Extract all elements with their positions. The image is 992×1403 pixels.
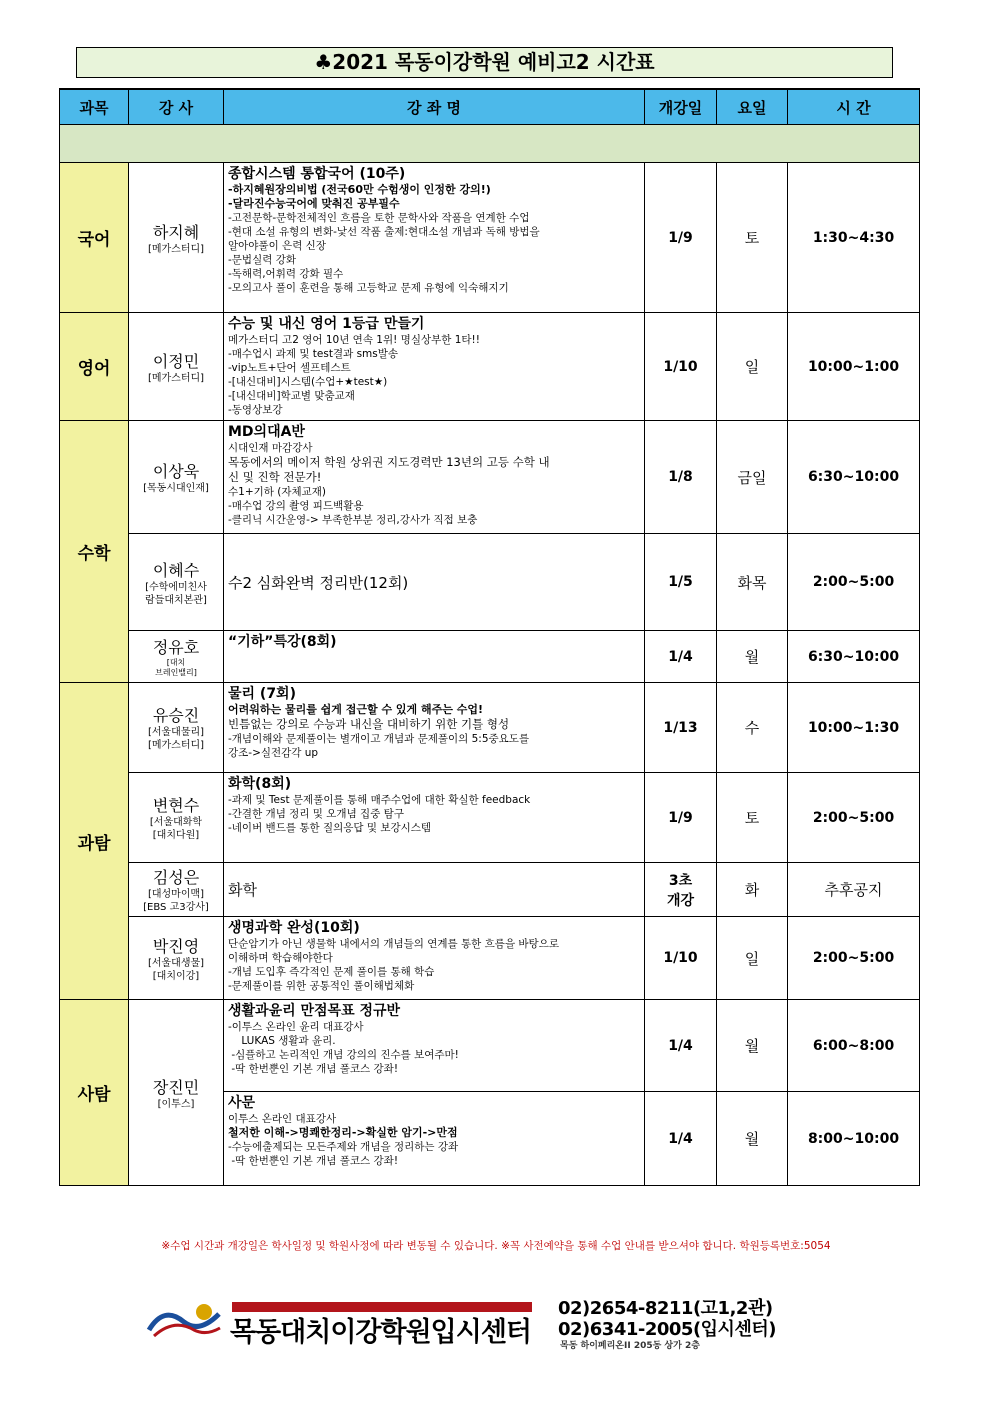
start-date-cell: 1/10 <box>645 313 717 421</box>
schedule-table <box>59 88 920 1186</box>
start-date-cell: 1/4 <box>645 1000 717 1092</box>
header-subject: 과목 <box>60 89 129 125</box>
weekday-cell: 일 <box>717 917 788 1000</box>
subject-cell: 국어 <box>60 163 129 313</box>
start-date-cell: 1/9 <box>645 773 717 863</box>
course-cell <box>224 313 645 421</box>
start-date-cell: 1/5 <box>645 534 717 631</box>
course-cell <box>224 163 645 313</box>
teacher-affiliation: [대치이강] <box>152 970 200 982</box>
start-date-cell: 1/13 <box>645 683 717 773</box>
weekday-cell: 토 <box>717 163 788 313</box>
course-line: 목동에서의 메이저 학원 상위권 지도경력만 13년의 고등 수학 내 <box>228 455 550 469</box>
course-cell <box>224 683 645 773</box>
start-date-cell: 1/10 <box>645 917 717 1000</box>
start-date-line: 3초 <box>668 872 693 889</box>
course-line: -수능에출제되는 모든주제와 개념을 정리하는 강좌 <box>228 1141 459 1153</box>
course-line: -매수업시 과제 및 test결과 sms발송 <box>228 348 399 360</box>
subject-cell: 사탐 <box>60 1000 129 1186</box>
table-row <box>60 863 920 917</box>
spacer-band-row <box>60 125 920 163</box>
teacher-cell <box>129 534 224 631</box>
teacher-name: 정유호 <box>152 638 200 657</box>
teacher-name: 이혜수 <box>152 560 200 580</box>
teacher-name: 유승진 <box>152 706 200 725</box>
table-row <box>60 773 920 863</box>
teacher-affiliation: [서울대물리] <box>147 727 205 738</box>
academy-footer <box>140 1292 820 1352</box>
course-title: 생활과윤리 만점목표 정규반 <box>228 1003 401 1019</box>
course-line: 강조->실전감각 up <box>228 747 319 759</box>
course-line: -현대 소설 유형의 변화-낯선 작품 출제:현대소설 개념과 독해 방법을 <box>228 226 540 238</box>
header-course: 강 좌 명 <box>224 89 645 125</box>
course-line: 철저한 이해->명쾌한정리->확실한 암기->만점 <box>228 1126 458 1139</box>
course-line: LUKAS 생활과 윤리. <box>228 1035 336 1047</box>
teacher-affiliation: [메가스터디] <box>147 243 205 255</box>
time-cell: 6:00~8:00 <box>788 1000 920 1092</box>
table-row <box>60 534 920 631</box>
teacher-affiliation: [메가스터디] <box>147 372 205 384</box>
course-cell <box>224 863 645 917</box>
teacher-affiliation: [수학에미친사 <box>145 581 207 593</box>
start-date-cell <box>645 863 717 917</box>
phone-number[interactable]: 02)6341-2005(입시센터) <box>558 1319 776 1340</box>
course-line: 알아야풀이 은력 신장 <box>228 240 326 252</box>
teacher-name: 장진민 <box>152 1077 200 1097</box>
table-row <box>60 163 920 313</box>
teacher-name: 이상욱 <box>152 462 200 481</box>
teacher-affiliation: [이투스] <box>157 1098 195 1110</box>
teacher-cell <box>129 917 224 1000</box>
course-line: -심플하고 논리적인 개념 강의의 진수를 보여주마! <box>228 1049 459 1061</box>
teacher-cell <box>129 163 224 313</box>
table-row <box>60 1000 920 1092</box>
course-line: -vip노트+단어 셀프테스트 <box>228 362 351 374</box>
time-cell: 2:00~5:00 <box>788 917 920 1000</box>
header-day: 요일 <box>717 89 788 125</box>
course-line: 단순암기가 아닌 생물학 내에서의 개념들의 연계를 통한 흐름을 바탕으로 <box>228 938 559 950</box>
weekday-cell: 일 <box>717 313 788 421</box>
start-date-cell: 1/8 <box>645 421 717 534</box>
course-line: -이투스 온라인 윤리 대표강사 <box>228 1021 364 1033</box>
center-name: 목동대치이강학원입시센터 <box>230 1317 531 1348</box>
address: 목동 하이페리온II 205동 상가 2층 <box>560 1341 700 1351</box>
phone-number[interactable]: 02)2654-8211(고1,2관) <box>558 1298 773 1319</box>
course-line: 이투스 온라인 대표강사 <box>228 1113 337 1125</box>
teacher-affiliation: [대치 <box>166 658 186 667</box>
subject-cell: 과탐 <box>60 683 129 1000</box>
time-cell: 2:00~5:00 <box>788 773 920 863</box>
weekday-cell: 금일 <box>717 421 788 534</box>
course-line: 이해하며 학습해야한다 <box>228 952 333 964</box>
course-line: -동영상보강 <box>228 404 283 416</box>
teacher-cell <box>129 773 224 863</box>
course-title: MD의대A반 <box>228 424 305 440</box>
weekday-cell: 화 <box>717 863 788 917</box>
teacher-affiliation: [메가스터디] <box>147 740 205 751</box>
weekday-cell: 월 <box>717 1000 788 1092</box>
course-line: -과제 및 Test 문제풀이를 통해 매주수업에 대한 확실한 feedback <box>228 794 531 806</box>
course-title: 수2 심화완벽 정리반(12회) <box>228 573 409 592</box>
course-title: 화학 <box>228 881 257 899</box>
course-title: 화학(8회) <box>228 776 292 792</box>
course-title: 수능 및 내신 영어 1등급 만들기 <box>228 316 425 332</box>
teacher-affiliation: [서울대화학 <box>149 817 203 828</box>
course-line: -개념이해와 문제풀이는 별개이고 개념과 문제풀이의 5:5중요도를 <box>228 733 530 745</box>
course-line: -클리닉 시간운영-> 부족한부분 정리,강사가 직접 보충 <box>228 514 478 526</box>
course-line: -모의고사 풀이 훈련을 통해 고등학교 문제 유형에 익숙해지기 <box>228 282 509 294</box>
time-cell: 8:00~10:00 <box>788 1092 920 1186</box>
course-line: -[내신대비]학교별 맞춤교재 <box>228 390 355 402</box>
course-cell <box>224 1000 645 1092</box>
time-cell: 추후공지 <box>788 863 920 917</box>
course-line: -딱 한번뿐인 기본 개념 풀코스 강좌! <box>228 1063 399 1075</box>
start-date-cell: 1/4 <box>645 1092 717 1186</box>
start-date-cell: 1/9 <box>645 163 717 313</box>
time-cell: 10:00~1:00 <box>788 313 920 421</box>
weekday-cell: 토 <box>717 773 788 863</box>
table-row <box>60 917 920 1000</box>
teacher-cell <box>129 421 224 534</box>
teacher-affiliation: [목동시대인재] <box>143 483 209 494</box>
course-cell <box>224 1092 645 1186</box>
course-line: 빈틈없는 강의로 수능과 내신을 대비하기 위한 기틀 형성 <box>228 717 510 731</box>
course-line: -독해력,어휘력 강화 필수 <box>228 268 344 280</box>
header-time: 시 간 <box>788 89 920 125</box>
course-line: 어려워하는 물리를 쉽게 접근할 수 있게 해주는 수업! <box>228 703 483 716</box>
course-line: -네이버 밴드를 통한 질의응답 및 보강시스템 <box>228 822 432 834</box>
course-line: 메가스터디 고2 영어 10년 연속 1위! 명실상부한 1타!! <box>228 334 480 346</box>
course-line: -딱 한번뿐인 기본 개념 풀코스 강좌! <box>228 1155 399 1167</box>
course-line: -매수업 강의 촬영 피드백활용 <box>228 500 364 512</box>
course-line: 수1+기하 (자체교재) <box>228 486 327 498</box>
footnote: ※수업 시간과 개강일은 학사일정 및 학원사정에 따라 변동될 수 있습니다. ※꼭 사전예약을 통해 수업 안내를 받으셔야 합니다. 학원등록번호:5054 <box>161 1240 831 1252</box>
course-line: -[내신대비]시스템(수업+★test★) <box>228 376 388 388</box>
teacher-cell <box>129 863 224 917</box>
table-row <box>60 683 920 773</box>
start-date-line: 개강 <box>666 892 695 909</box>
table-row <box>60 631 920 683</box>
course-cell <box>224 631 645 683</box>
teacher-name: 하지혜 <box>152 222 200 242</box>
time-cell: 1:30~4:30 <box>788 163 920 313</box>
header-start: 개강일 <box>645 89 717 125</box>
weekday-cell: 수 <box>717 683 788 773</box>
teacher-affiliation: 람들대치본관] <box>145 594 207 606</box>
course-line: -개념 도입후 즉각적인 문제 풀이를 통해 학습 <box>228 966 435 978</box>
teacher-name: 변현수 <box>152 796 200 815</box>
teacher-cell <box>129 631 224 683</box>
course-title: 물리 (7회) <box>228 686 296 702</box>
course-cell <box>224 534 645 631</box>
course-cell <box>224 917 645 1000</box>
time-cell: 2:00~5:00 <box>788 534 920 631</box>
teacher-name: 박진영 <box>152 936 200 956</box>
subject-cell: 수학 <box>60 421 129 683</box>
subject-cell: 영어 <box>60 313 129 421</box>
time-cell: 10:00~1:30 <box>788 683 920 773</box>
time-cell: 6:30~10:00 <box>788 421 920 534</box>
course-line: 시대인재 마감강사 <box>228 442 313 454</box>
course-title: 사문 <box>228 1095 256 1111</box>
weekday-cell: 화목 <box>717 534 788 631</box>
teacher-affiliation: 브레인밸리] <box>155 668 197 677</box>
course-line: -문법실력 강화 <box>228 254 296 266</box>
page-title: ♣2021 목동이강학원 예비고2 시간표 <box>76 47 893 78</box>
table-row <box>60 313 920 421</box>
course-title: 생명과학 완성(10회) <box>228 920 360 936</box>
teacher-cell <box>129 683 224 773</box>
course-line: -문제풀이를 위한 공통적인 풀이해법체화 <box>228 980 415 992</box>
table-header-row <box>60 89 920 125</box>
teacher-cell <box>129 313 224 421</box>
course-line: -고전문학-문학전체적인 흐름을 토한 문학사와 작품을 연계한 수업 <box>228 212 530 224</box>
course-line: -하지혜원장의비법 (전국60만 수험생이 인정한 강의!) <box>228 183 491 196</box>
teacher-affiliation: [서울대생물] <box>147 957 205 969</box>
course-line: 신 및 진학 전문가! <box>228 470 322 484</box>
course-line: -간결한 개념 정리 및 오개념 집중 탐구 <box>228 808 404 820</box>
course-cell <box>224 773 645 863</box>
course-title: “기하”특강(8회) <box>228 634 337 650</box>
course-cell <box>224 421 645 534</box>
teacher-name: 이정민 <box>152 351 200 371</box>
teacher-affiliation: [대성마이맥] <box>147 889 205 900</box>
table-row <box>60 421 920 534</box>
weekday-cell: 월 <box>717 631 788 683</box>
teacher-affiliation: [대치다원] <box>152 830 200 841</box>
teacher-cell <box>129 1000 224 1186</box>
teacher-affiliation: [EBS 고3강사] <box>143 902 209 913</box>
header-teacher: 강 사 <box>129 89 224 125</box>
weekday-cell: 월 <box>717 1092 788 1186</box>
course-title: 종합시스템 통합국어 (10주) <box>228 166 406 182</box>
time-cell: 6:30~10:00 <box>788 631 920 683</box>
teacher-name: 김성은 <box>152 868 200 887</box>
academy-logo-icon <box>144 1300 224 1340</box>
start-date-cell: 1/4 <box>645 631 717 683</box>
course-line: -달라진수능국어에 맞춰진 공부필수 <box>228 197 400 210</box>
